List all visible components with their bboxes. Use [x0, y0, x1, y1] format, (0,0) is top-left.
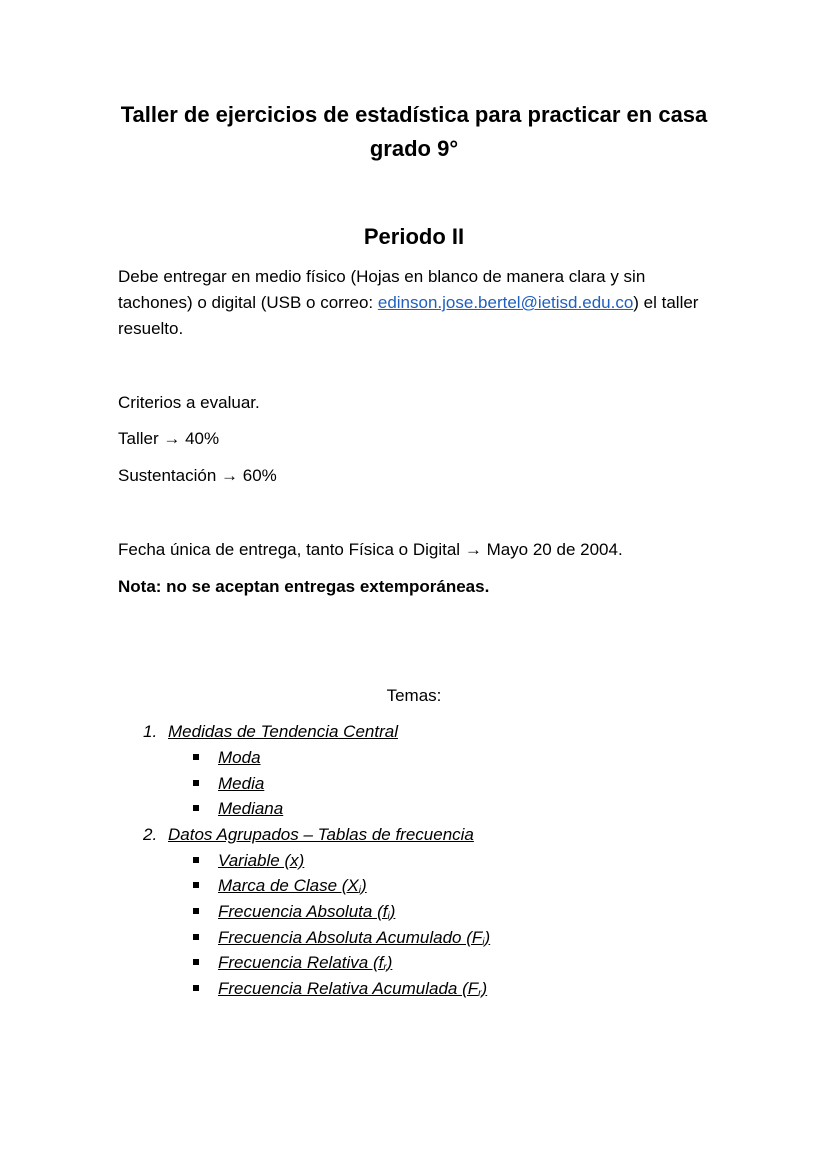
criteria-heading: Criterios a evaluar. — [118, 393, 260, 412]
square-bullet-icon — [193, 934, 199, 940]
note: Nota: no se aceptan entregas extemporáneas. — [118, 577, 490, 596]
document-title — [100, 98, 728, 166]
square-bullet-icon — [193, 780, 199, 786]
square-bullet-icon — [193, 805, 199, 811]
square-bullet-icon — [193, 857, 199, 863]
title-line-1: Taller de ejercicios de estadística para practicar en casa — [120, 102, 708, 127]
subtopic-item — [193, 797, 283, 821]
subtopic-link[interactable]: Marca de Clase (Xi) — [218, 876, 367, 896]
arrow-right-icon: → — [163, 429, 181, 448]
intro-text-before: Debe entregar en medio físico (Hojas en blanco de manera clara y sin tachones) o digital (USB o correo: — [118, 267, 646, 312]
criteria-label: Taller — [118, 429, 159, 448]
subtopic-link[interactable]: Frecuencia Relativa (fr) — [218, 953, 393, 973]
square-bullet-icon — [193, 754, 199, 760]
topic-number: 2. — [143, 825, 158, 844]
period-heading: Periodo II — [363, 224, 465, 249]
subtopic-item — [193, 874, 367, 903]
criteria-label: Sustentación — [118, 466, 217, 485]
subtopic-link[interactable]: Frecuencia Absoluta (fi) — [218, 902, 396, 922]
topic-title[interactable]: Datos Agrupados – Tablas de frecuencia — [168, 825, 474, 844]
subtopic-link[interactable]: Frecuencia Relativa Acumulada (Fr) — [218, 979, 488, 999]
subtopic-item — [193, 951, 392, 980]
arrow-right-icon: → — [464, 540, 482, 559]
topic-item — [143, 720, 398, 744]
subtopic-link[interactable]: Mediana — [218, 799, 284, 818]
subtopic-item — [193, 849, 304, 873]
email-link[interactable]: edinson.jose.bertel@ietisd.edu.co — [377, 293, 634, 312]
intro-paragraph — [118, 264, 718, 342]
intro-text-after: ) el taller resuelto. — [118, 293, 699, 338]
subtopic-item — [193, 900, 395, 929]
subtopic-item — [193, 772, 264, 796]
subtopic-link[interactable]: Variable (x) — [218, 851, 305, 870]
topics-label: Temas: — [386, 686, 442, 705]
delivery-date: Mayo 20 de 2004. — [486, 540, 623, 559]
subtopic-link[interactable]: Frecuencia Absoluta Acumulado (Fi) — [218, 928, 491, 948]
arrow-right-icon: → — [221, 466, 239, 485]
square-bullet-icon — [193, 908, 199, 914]
topic-number: 1. — [143, 722, 158, 741]
square-bullet-icon — [193, 882, 199, 888]
subtopic-item — [193, 977, 487, 1006]
subtopic-item — [193, 746, 261, 770]
title-line-2: grado 9° — [369, 136, 459, 161]
square-bullet-icon — [193, 985, 199, 991]
criteria-value: 40% — [185, 429, 220, 448]
delivery-date-line — [118, 537, 718, 563]
criteria-item — [118, 426, 718, 452]
topic-item — [143, 823, 474, 847]
topic-title[interactable]: Medidas de Tendencia Central — [168, 722, 398, 741]
subtopic-link[interactable]: Moda — [218, 748, 261, 767]
square-bullet-icon — [193, 959, 199, 965]
criteria-value: 60% — [242, 466, 277, 485]
subtopic-link[interactable]: Media — [218, 774, 265, 793]
criteria-item — [118, 463, 718, 489]
delivery-text: Fecha única de entrega, tanto Física o Digital — [118, 540, 461, 559]
